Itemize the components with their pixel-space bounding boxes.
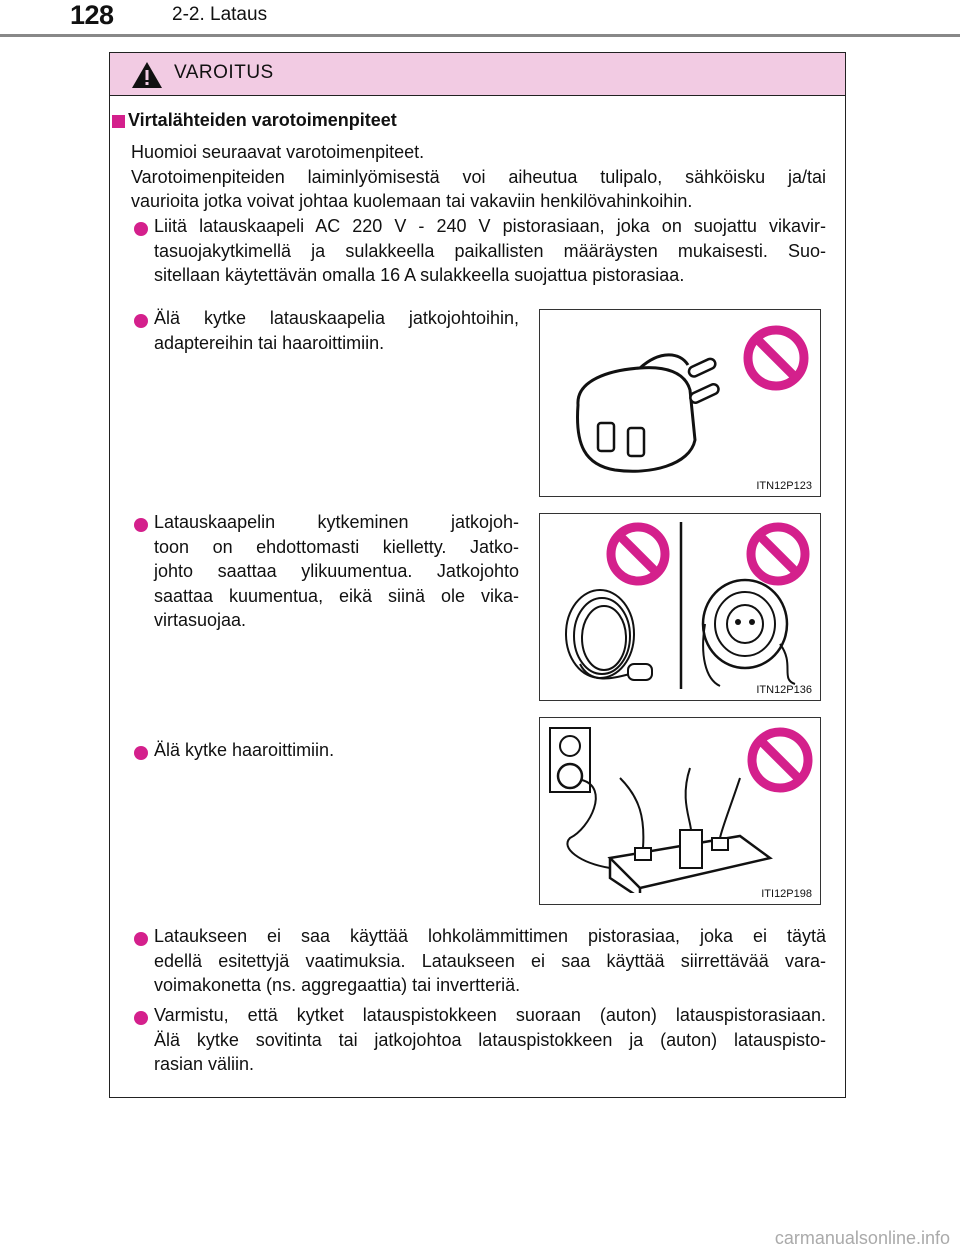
bullet-line: Älä kytke latauskaapelia jatkojohtoihin, <box>154 308 519 328</box>
bullet-line: saattaa kuumentua, eikä siinä ole vika- <box>154 585 519 606</box>
bullet-line: adaptereihin tai haaroittimiin. <box>154 332 385 353</box>
section-title: 2-2. Lataus <box>172 4 268 25</box>
bullet-line: Liitä latauskaapeli AC 220 V - 240 V pistorasiaan, joka on suojattu vikavir- <box>154 216 826 236</box>
bullet-dot-icon <box>134 518 148 532</box>
bullet-text <box>154 306 519 355</box>
warning-header <box>110 53 845 96</box>
bullet-text <box>154 510 519 633</box>
prohibition-icon <box>752 732 808 788</box>
image-code: ITN12P136 <box>756 684 812 696</box>
bullet-text <box>154 1003 826 1077</box>
power-strip-illustration <box>539 717 821 905</box>
bullet-dot-icon <box>134 932 148 946</box>
page-number: 128 <box>70 0 114 30</box>
bullet-line: johto saattaa ylikuumentua. Jatkojohto <box>154 561 519 581</box>
bullet-text <box>154 214 826 288</box>
bullet-line: sitellaan käytettävän omalla 16 A sulakkeella suojattua pistorasiaa. <box>154 265 685 285</box>
bullet-dot-icon <box>134 222 148 236</box>
bullet-line: Älä kytke sovitinta tai jatkojohtoa latauspistokkeen ja (auton) latauspisto- <box>154 1029 826 1050</box>
warning-triangle-icon <box>130 60 164 90</box>
bullet-line: tasuojakytkimellä ja sulakkeella paikallisten määräysten mukaisesti. Suo- <box>154 240 826 261</box>
bullet-line: toon on ehdottomasti kielletty. Jatko- <box>154 536 519 557</box>
image-code: ITN12P123 <box>756 480 812 492</box>
extension-cord-icon <box>540 514 822 689</box>
watermark: carmanualsonline.info <box>774 1228 950 1248</box>
image-code: ITI12P198 <box>761 888 812 900</box>
intro-text <box>131 140 826 214</box>
bullet-dot-icon <box>134 1011 148 1025</box>
bullet-line: Varmistu, että kytket latauspistokkeen suoraan (auton) latauspistorasiaan. <box>154 1005 826 1025</box>
plug-adapter-icon <box>540 310 822 480</box>
bullet-line: Lataukseen ei saa käyttää lohkolämmittimen pistorasiaa, joka ei täytä <box>154 926 826 946</box>
square-bullet-icon <box>112 115 125 128</box>
bullet-text <box>154 924 826 998</box>
bullet-dot-icon <box>134 314 148 328</box>
header-divider <box>0 34 960 37</box>
prohibition-icon <box>611 527 665 581</box>
bullet-line: Latauskaapelin kytkeminen jatkojoh- <box>154 512 519 532</box>
intro-line: Varotoimenpiteiden laiminlyömisestä voi aiheutua tulipalo, sähköisku ja/tai <box>131 166 826 187</box>
intro-line: vaurioita jotka voivat johtaa kuolemaan tai vakaviin henkilövahinkoihin. <box>131 191 693 211</box>
adapter-illustration <box>539 309 821 497</box>
bullet-line: voimakonetta (ns. aggregaattia) tai invertteriä. <box>154 975 521 995</box>
intro-line: Huomioi seuraavat varotoimenpiteet. <box>131 142 425 162</box>
bullet-line: edellä esitettyjä vaatimuksia. Lataukseen ei saa käyttää siirrettävää vara- <box>154 950 826 971</box>
warning-title: VAROITUS <box>174 62 274 83</box>
prohibition-icon <box>748 330 804 386</box>
bullet-line: Älä kytke haaroittimiin. <box>154 740 335 760</box>
bullet-line: rasian väliin. <box>154 1054 255 1074</box>
bullet-line: virtasuojaa. <box>154 610 247 630</box>
bullet-text <box>154 738 519 763</box>
prohibition-icon <box>751 527 805 581</box>
subheading: Virtalähteiden varotoimenpiteet <box>128 110 397 130</box>
bullet-dot-icon <box>134 746 148 760</box>
extension-cord-illustration <box>539 513 821 701</box>
power-strip-icon <box>540 718 822 893</box>
